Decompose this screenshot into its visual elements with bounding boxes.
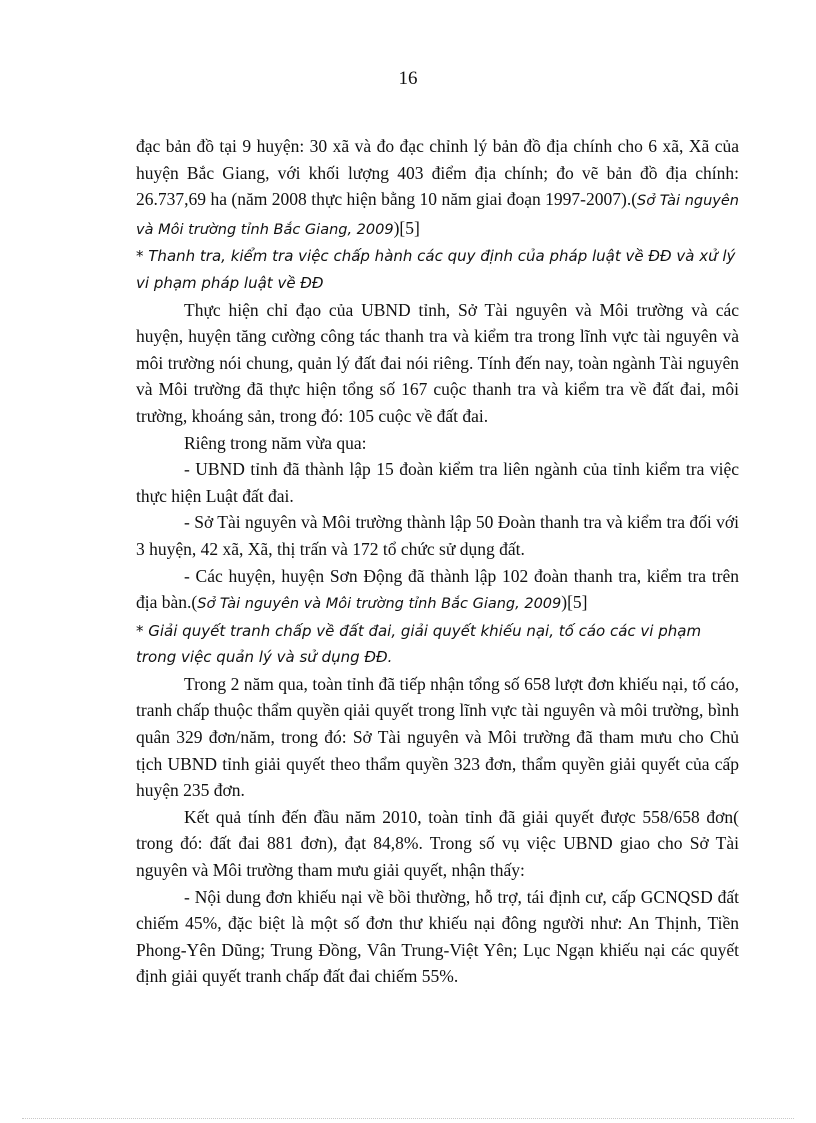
paragraph-survey (136, 133, 739, 243)
list-item-compensation: - Nội dung đơn khiếu nại về bồi thường, hỗ trợ, tái định cư, cấp GCNQSD đất chiếm 45%, đặc biệt là một số đơn thư khiếu nại đông người như: An Thịnh, Tiền Phong-Yên Dũng; Trung Đồng, Vân Trung-Việt Yên; Lục Ngạn khiếu nại các quyết định giải quyết tranh chấp đất đai chiếm 55%. (136, 886, 739, 987)
survey-text: đạc bản đồ tại 9 huyện: 30 xã và đo đạc chỉnh lý bản đồ địa chính cho 6 xã, Xã của huyện Bắc Giang, với khối lượng 403 điểm địa chính; đo vẽ bản đồ địa chính: 26.737,69 ha (năm 2008 thực hiện bằng 10 năm giai đoạn 1997-2007).( (136, 136, 739, 210)
districts-text: - Các huyện, huyện Sơn Động đã thành lập 102 đoàn thanh tra, kiểm tra trên địa bàn.( (136, 565, 739, 613)
paragraph-results: Kết quả tính đến đầu năm 2010, toàn tỉnh đã giải quyết được 558/658 đơn( trong đó: đất đai 881 đơn), đạt 84,8%. Trong số vụ việc UBND giao cho Sở Tài nguyên và Môi trường tham mưu giải quyết, nhận thấy: (136, 806, 739, 881)
citation-source: Sở Tài nguyên và Môi trường tỉnh Bắc Giang, 2009 (136, 193, 739, 238)
citation-source: Sở Tài nguyên và Môi trường tỉnh Bắc Giang, 2009 (197, 596, 562, 613)
section-note-inspection: * Thanh tra, kiểm tra việc chấp hành các quy định của pháp luật về ĐĐ và xử lý vi phạm pháp luật về ĐĐ (136, 247, 736, 292)
list-item-ubnd: - UBND tỉnh đã thành lập 15 đoàn kiểm tra liên ngành của tỉnh kiểm tra việc thực hiện Luật đất đai. (136, 459, 739, 506)
section-note-disputes: * Giải quyết tranh chấp về đất đai, giải quyết khiếu nại, tố cáo các vi phạm trong việc quản lý và sử dụng ĐĐ. (136, 621, 702, 667)
citation-ref: )[5] (393, 217, 420, 238)
page-number: 16 (398, 68, 418, 89)
page-bottom-rule (22, 1118, 794, 1119)
document-body (136, 133, 739, 990)
list-item-districts (136, 563, 739, 618)
list-item-department: - Sở Tài nguyên và Môi trường thành lập 50 Đoàn thanh tra và kiểm tra đối với 3 huyện, 42 xã, Xã, thị trấn và 172 tổ chức sử dụng đất. (136, 512, 739, 559)
citation-ref: )[5] (561, 592, 588, 613)
paragraph-last-year: Riêng trong năm vừa qua: (184, 432, 367, 453)
paragraph-complaints: Trong 2 năm qua, toàn tỉnh đã tiếp nhận tổng số 658 lượt đơn khiếu nại, tố cáo, tranh chấp thuộc thẩm quyền qiải quyết trong lĩnh vực tài nguyên và môi trường, bình quân 329 đơn/năm, trong đó: Sở Tài nguyên và Môi trường đã tham mưu cho Chủ tịch UBND tỉnh giải quyết theo thẩm quyền 323 đơn, thẩm quyền giải quyết của cấp huyện 235 đơn. (136, 673, 739, 801)
paragraph-inspection: Thực hiện chỉ đạo của UBND tỉnh, Sở Tài nguyên và Môi trường và các huyện, huyện tăng cường công tác thanh tra và kiểm tra trong lĩnh vực tài nguyên và môi trường nói chung, quản lý đất đai nói riêng. Tính đến nay, toàn ngành Tài nguyên và Môi trường đã thực hiện tổng số 167 cuộc thanh tra và kiểm tra về đất đai, môi trường, khoáng sản, trong đó: 105 cuộc về đất đai. (136, 299, 739, 426)
